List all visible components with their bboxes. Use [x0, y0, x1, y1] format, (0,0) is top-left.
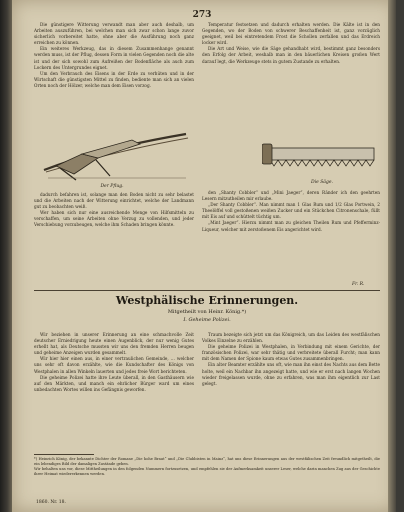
article-byline: Mitgetheilt von Heinr. König.*)	[167, 309, 247, 315]
paragraph: Wir beziehen in unserer Erinnerung an eine schmachvolle Zeit deutscher Erniedrigung heute einen Augenblick, der nur wenig Gutes erhellt hat, als Deutsche mussten wir uns den fremden Herren beugen und geheime Anzeigen wurden gesammelt.	[34, 332, 194, 356]
page-edge	[388, 0, 396, 512]
paragraph: Die geheime Polizei in Westphalen, in Verbindung mit einem Gerichte, der französischen Polizei, war sehr thätig und verbreitete überall Furcht; man kann mit dem Namen der Spione kaum etwas Gutes zusammenbringen.	[202, 344, 380, 362]
book-page	[12, 0, 396, 512]
paragraph: den „Shanty Cobbler“ und „Mini Jaeger“, deren Ränder ich den geehrten Lesern mitzutheilen mir erlaube.	[202, 190, 380, 202]
paragraph: Wer haben sich nur eine ausreichende Menge von Hilfsmitteln zu verschaffen, um seine Arbeiten ohne Verzug zu vollenden, und jeder Verschiebung vorzubeugen, welche ihm Schaden bringen könnte.	[34, 210, 194, 228]
footnote-text: *) Heinrich König, der bekannte Dichter der Romane „Die hohe Braut“ und „Die Clubbisten in Mainz“, hat uns diese Erinnerungen aus der westfälischen Zeit freundlich mitgetheilt, die ein lebendiges Bild der damaligen Zustände geben.	[34, 457, 380, 466]
paragraph: „Der Shanty Cobbler“. Man nimmt man 1 Glas Rum und 1/2 Glas Portwein, 2 Theelöffel voll gestoßenen weißen Zucker und ein Stückchen Citronenschale, füllt mit Eis auf und schüttelt tüchtig um.	[202, 202, 380, 220]
footer-mark: 1860. Nr. 18.	[36, 500, 66, 505]
paragraph: Wir hier hier einen aus, in einer vertraulichen Gemeinde, ... welcher uns sehr oft davon erzählte, wie die Kundschafter des Königs von Westphalen in allen Winkeln lauerten und jedes freie Wort berichteten.	[34, 356, 194, 374]
saw-caption: Die Säge.	[311, 180, 333, 185]
footnote	[34, 457, 380, 477]
left-column-bottom	[34, 332, 194, 393]
paragraph: Ein weiteres Werkzeug, das in diesem Zusammenhange genannt werden muss, ist der Pflug, dessen Form in vielen Gegenden noch die alte ist und der sich sowohl zum Aufreißen der Bodenfläche als auch zum Lockern des Untergrundes eignet.	[34, 46, 194, 70]
paragraph: Um den Verbrauch des Eisens in der Erde zu verhüten und in der Wirtschaft die günstigsten Mittel zu finden, bediente man sich an vielen Orten noch der Hölzer, welche man dem Eisen vorzog.	[34, 70, 194, 88]
plough-illustration	[36, 128, 194, 184]
signature: Fr. R.	[352, 282, 365, 287]
book-spine	[0, 0, 12, 512]
paragraph: Ein alter Beamter erzählte uns oft, wie man ihn einst des Nachts aus dem Bette holte, weil ein Nachbar ihn angezeigt hatte, und wie er erst nach langen Wochen wieder freigelassen wurde, ohne zu erfahren, was man ihm eigentlich zur Last gelegt.	[202, 362, 380, 386]
paragraph: Traum bezeigte sich jetzt um das Königreich, um das Leiden des westfälischen Volkes Einzelne zu erzählen.	[202, 332, 380, 344]
right-column-top	[202, 22, 380, 65]
right-column-mid	[202, 190, 380, 233]
paragraph: Temperatur festsetzen und dadurch erhalten werden. Die Kälte ist in den Gegenden, wo der Boden von schwerer Beschaffenheit ist, ganz vorzüglich geeignet, weil bei eintretendem Frost die Schollen zerfallen und das Erdreich locker wird.	[202, 22, 380, 46]
paragraph: Die günstigere Witterung verwandt man aber auch deshalb, um Arbeiten auszuführen, bei welchen man sich zwar schon lange zuvor sicherlich vorbereitet hatte, ohne aber die Ausführung noch ganz erreichen zu können.	[34, 22, 194, 46]
footnote-divider	[34, 454, 94, 455]
paragraph: „Mint Jaeger“. Hierzu nimmt man zu gleichen Theilen Rum und Pfefferminz-Liqueur, welcher mit zerstoßenem Eis angerichtet wird.	[202, 220, 380, 232]
left-column-top	[34, 22, 194, 89]
section-divider	[34, 290, 380, 291]
paragraph: Die Art und Weise, wie die Säge gehandhabt wird, bestimmt ganz besonders den Erfolg der Arbeit, weshalb man in den bäuerlichen Kreisen großen Wert darauf legt, die Werkzeuge stets in gutem Zustande zu erhalten.	[202, 46, 380, 64]
plough-caption: Der Pflug.	[100, 184, 124, 189]
section-heading: I. Geheime Polizei.	[183, 317, 231, 323]
article-title: Westphälische Erinnerungen.	[115, 294, 299, 307]
saw-illustration	[262, 138, 380, 178]
left-column-mid	[34, 192, 194, 229]
footnote-text: Wir behalten uns vor, diese Mittheilungen in den folgenden Nummern fortzusetzen, und empfehlen sie der Aufmerksamkeit unserer Leser, welche darin manchen Zug aus der Geschichte ihrer Heimat wiedererkennen werden.	[34, 467, 380, 476]
right-column-bottom	[202, 332, 380, 387]
paragraph: dadurch befahren ist, solange man den Boden nicht zu sehr belastet und die Arbeiten nach der Witterung einrichtet, welche der Landmann gut zu beobachten weiß.	[34, 192, 194, 210]
paragraph: Die geheime Polizei hatte ihre Leute überall, in den Gasthäusern wie auf den Märkten, und manch ein ehrlicher Bürger ward um eines unbedachten Wortes willen ins Gefängnis geworfen.	[34, 374, 194, 392]
page-number: 273	[192, 10, 212, 20]
